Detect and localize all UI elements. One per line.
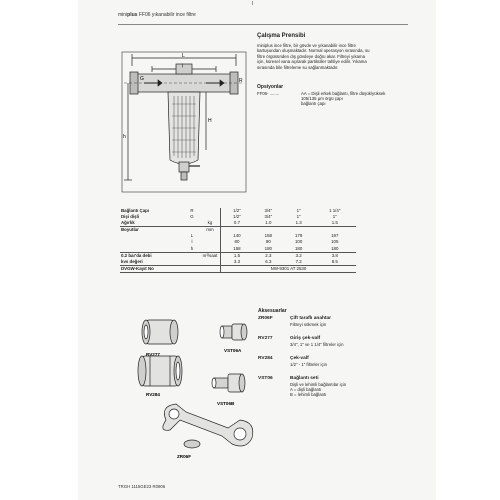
spec-value: 180 (313, 246, 356, 253)
spec-unit: kg (200, 220, 221, 227)
principle-line: kartuşundan oluşmaktadır. Normal operasyon sırasında, su (257, 48, 370, 54)
spec-label: Dişi dişli (121, 214, 140, 220)
accessory-desc: Dişli ve lehimli bağlantılar için (290, 382, 347, 387)
options-desc-1: AA = Dişli erkek bağlantı, filtre düşük/yüksek (301, 91, 386, 96)
dim-label-L: L (182, 53, 185, 59)
label-vst06b: VST06B (217, 401, 235, 406)
label-rv277: RV277 (146, 352, 160, 357)
spec-value: 1.5 (313, 220, 356, 227)
spec-value: 3.2 (295, 252, 302, 258)
header-title: FF06 yıkanabilir ince filtre (138, 12, 196, 18)
accessory-name: Giriş çek-valf (290, 336, 321, 341)
spec-value: 140 (233, 233, 241, 239)
dim-label-l: l (182, 63, 184, 70)
spec-value: 1" (296, 208, 301, 213)
spec-value: 100 (294, 239, 303, 245)
accessory-desc: 1/2" - 1" filtreler için (290, 362, 327, 367)
accessory-name: Bağlantı seti (290, 376, 319, 381)
dim-label-R: R (239, 78, 243, 84)
zr06f-drawing (163, 404, 253, 448)
accessories-title: Aksesuarlar (258, 308, 287, 314)
dvgw-label: DVGW-Kayıt No (120, 265, 221, 272)
principle-line: için, küresel vana açılarak partiküller tahliye edilir. Yıkama (257, 59, 367, 65)
accessory-name: Çek-valf (290, 356, 309, 361)
accessory-name: Çift taraflı anahtar (290, 316, 332, 321)
accessory-code: ZR06F (258, 316, 273, 321)
spec-value: 90 (265, 239, 271, 245)
spec-value: 3.8 (331, 252, 338, 258)
dvgw-value: NW-9301 AT 2530 (221, 265, 357, 272)
accessory-desc: B = lehimli bağlantı (290, 392, 327, 398)
options-desc-2: 105/135 μm örgü çapı (301, 96, 343, 101)
spec-key: h (184, 246, 200, 253)
spec-unit: m³/saat (200, 252, 221, 259)
spec-value: 1 1/4" (329, 208, 341, 213)
accessory-code: RV284 (258, 356, 273, 361)
options-title: Opsiyonlar (257, 84, 284, 90)
spec-key: L (190, 233, 194, 239)
spec-value: 1/2" (233, 214, 241, 220)
spec-value: 179 (294, 233, 303, 239)
principle-title: Çalışma Prensibi (257, 33, 306, 39)
principle-line: filtre örgüsünden dış gövdeye doğru akar. Filtreyi yıkama (257, 53, 365, 59)
accessory-desc: Filtreyi sökmek için (290, 322, 327, 327)
spec-value: 1" (332, 214, 337, 220)
header-brand-bold: plus (127, 12, 138, 18)
spec-label: Boyutlar (121, 227, 139, 233)
spec-value: 80 (234, 239, 240, 245)
spec-value: 8.5 (313, 259, 356, 266)
label-zr06f: ZR06F (177, 454, 192, 459)
spec-label: kvs değeri (120, 259, 184, 266)
spec-value: 1.0 (253, 220, 284, 227)
principle-line: sırasında bile filtreleme su sağlanmaktadır. (257, 64, 339, 70)
spec-key: R (190, 208, 194, 213)
accessory-code: VST06 (258, 376, 273, 381)
spec-unit: mm (200, 227, 221, 234)
spec-value: 3/4" (264, 214, 273, 220)
dim-label-h: h (123, 134, 126, 140)
rv277-drawing (142, 320, 178, 344)
dim-label-G: G (140, 76, 144, 82)
spec-value: 3.3 (221, 259, 253, 266)
vst06b-drawing (212, 374, 245, 392)
spec-value: 2.3 (265, 252, 272, 258)
rv284-drawing (138, 356, 182, 386)
header-brand-prefix: mini (118, 12, 128, 18)
accessory-desc: 3/4", 1" ve 1 1/4" filtreler için (290, 342, 344, 347)
principle-line: miniplus ince filtre, bir gövde ve yıkanabilir ince filtre (257, 43, 356, 48)
page-footer: TRGH 1115GE23 R0906 (118, 484, 166, 489)
spec-label: Ağırlık (120, 220, 184, 227)
spec-label: Bağlantı Çapı (121, 208, 150, 213)
spec-value: 1.5 (233, 252, 241, 258)
spec-key: l (191, 239, 193, 245)
spec-value: 7.2 (284, 259, 314, 266)
spec-value: 0.7 (221, 220, 253, 227)
spec-value: 1.3 (284, 220, 314, 227)
spec-value: 1" (296, 214, 301, 220)
spec-value: 158 (221, 246, 253, 253)
accessory-desc: A = dişli bağlantı (290, 387, 322, 393)
spec-value: 158 (264, 233, 272, 239)
dim-label-H: H (208, 118, 212, 124)
label-rv284: RV284 (146, 392, 160, 397)
spec-value: 180 (253, 246, 284, 253)
label-vst06a: VST06A (224, 348, 242, 353)
spec-value: 180 (284, 246, 314, 253)
spec-value: 3/4" (264, 208, 273, 213)
spec-key: G (190, 214, 194, 220)
spec-value: 105 (331, 239, 339, 245)
options-code: FF06- ........ (257, 91, 280, 96)
spec-label: 0.2 bar'da debi (121, 252, 152, 258)
spec-value: 6.3 (253, 259, 284, 266)
spec-value: 1/2" (233, 208, 241, 213)
accessory-code: RV277 (258, 336, 273, 341)
vst06a-drawing (220, 324, 247, 340)
options-desc-3: bağlantı çapı (301, 101, 326, 106)
spec-value: 197 (331, 233, 339, 239)
